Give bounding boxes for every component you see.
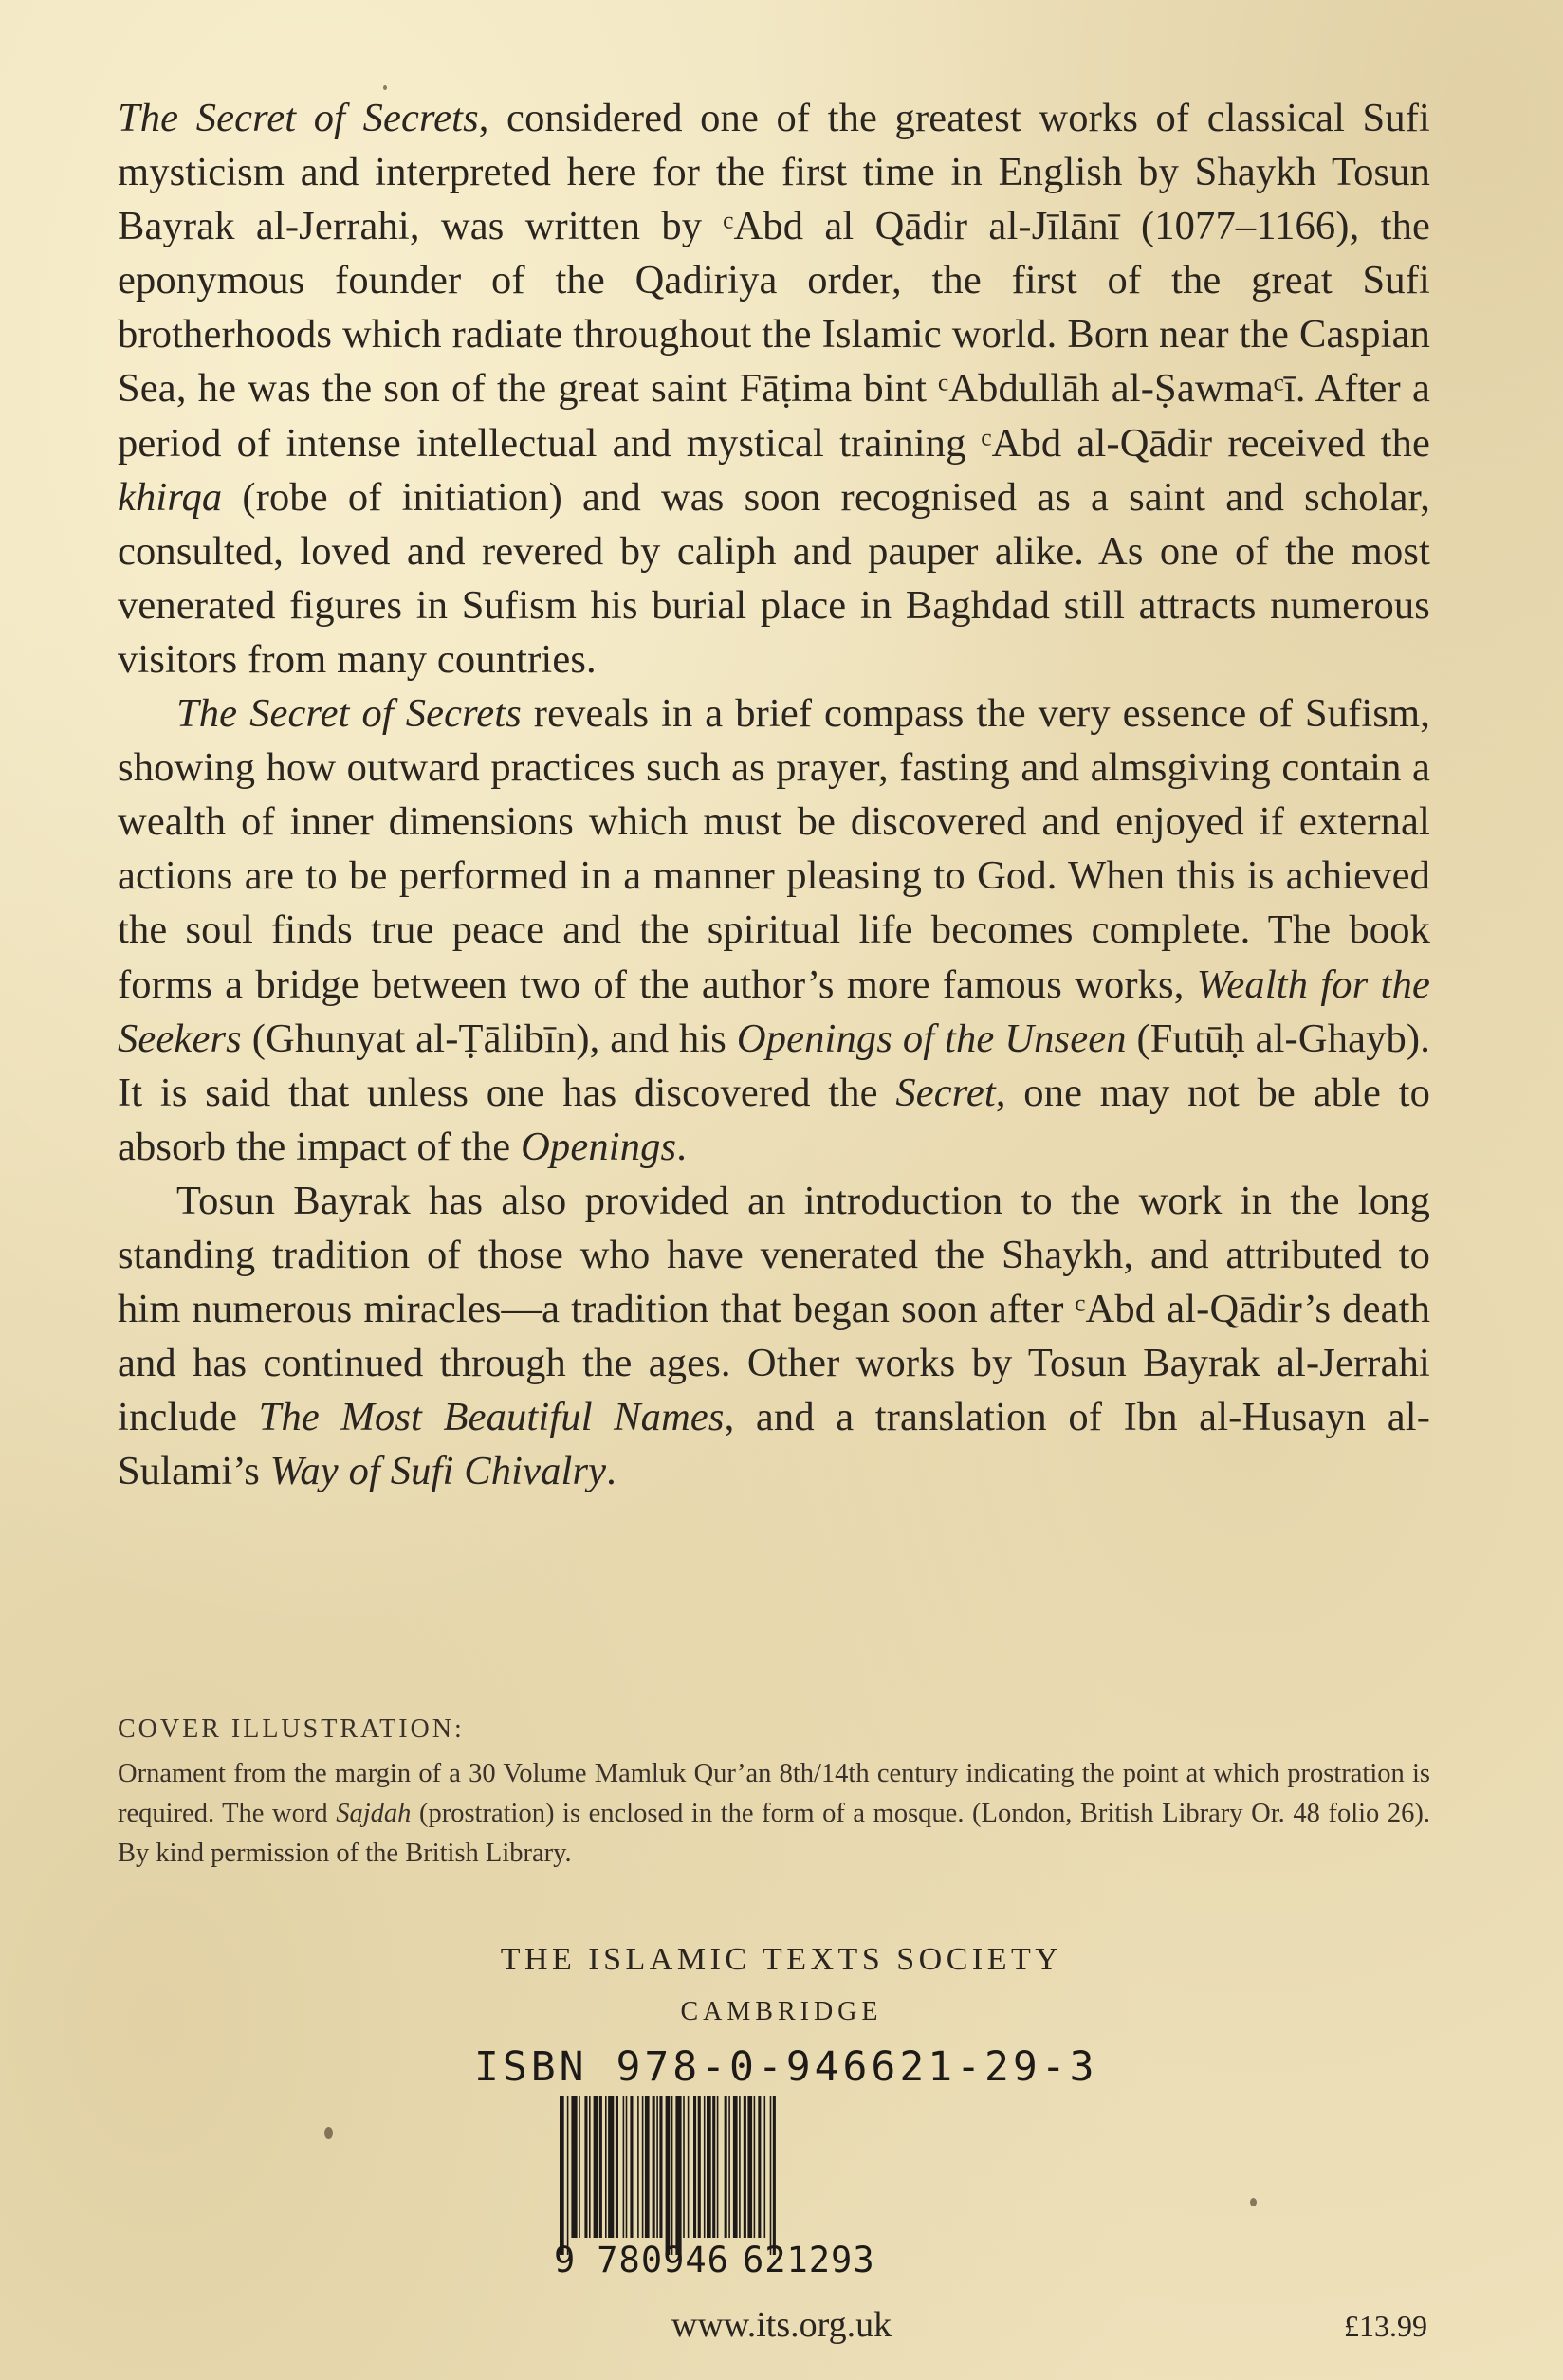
- barcode-bar: [712, 2096, 715, 2238]
- paper-speck: [324, 2127, 333, 2139]
- barcode-bar: [653, 2096, 655, 2238]
- barcode-bar: [659, 2096, 662, 2238]
- barcode-bar: [599, 2096, 602, 2238]
- barcode-bar: [642, 2096, 644, 2238]
- barcode-bar: [666, 2096, 671, 2255]
- barcode-bar: [754, 2096, 756, 2238]
- price: £13.99: [1344, 2309, 1427, 2343]
- cover-illustration-label: COVER ILLUSTRATION:: [118, 1714, 465, 1744]
- barcode-right-digits: 621293: [742, 2240, 875, 2280]
- blurb-paragraph-3: Tosun Bayrak has also provided an introduction to the work in the long standing tradition of those who have venerated the Shaykh, and attributed to him numerous miracles—a tradition that began soon after ᶜAbd al-Qādir’s death and has continued through the ages. Other works by Tosun Bayrak al-Jerrahi include The Most Beautiful Names, and a translation of Ibn al-Husayn al-Sulami’s Way of Sufi Chivalry.: [118, 1178, 1430, 1494]
- barcode-bar: [728, 2096, 730, 2238]
- website-url: www.its.org.uk: [671, 2305, 892, 2345]
- barcode-bar: [693, 2096, 696, 2238]
- barcode-bar: [764, 2096, 766, 2238]
- barcode-bar: [579, 2096, 580, 2238]
- barcode-bar: [594, 2096, 598, 2238]
- barcode-bar: [698, 2096, 701, 2238]
- blurb-paragraph-2: The Secret of Secrets reveals in a brief compass the very essence of Sufism, showing how outward practices such as prayer, fasting and almsgiving contain a wealth of inner dimensions which must be discovered and enjoyed if external actions are to be performed in a manner pleasing to God. When this is achieved the soul finds true peace and the spiritual life becomes complete. The book forms a bridge between two of the author’s more famous works, Wealth for the Seekers (Ghunyat al-Ṭālibīn), and his Openings of the Unseen (Futūḥ al-Ghayb). It is said that unless one has discovered the Secret, one may not be able to absorb the impact of the Openings.: [118, 691, 1431, 1169]
- barcode-bar: [567, 2096, 569, 2255]
- barcode-bar: [605, 2096, 607, 2238]
- paper-speck: [383, 85, 387, 90]
- blurb-paragraph-1: The Secret of Secrets, considered one of the greatest works of classical Sufi mysticism and interpreted here for the first time in English by Shaykh Tosun Bayrak al-Jerrahi, was written by ᶜAbd al Qādir al-Jīlānī (1077–1166), the eponymous founder of the Qadiriya order, the first of the great Sufi brotherhoods which radiate throughout the Islamic world. Born near the Caspian Sea, he was the son of the great saint Fāṭima bint ᶜAbdullāh al-Ṣawmaᶜī. After a period of intense intellectual and mystical training ᶜAbd al-Qādir received the khirqa (robe of initiation) and was soon recognised as a saint and scholar, consulted, loved and revered by caliph and pauper alike. As one of the most venerated figures in Sufism his burial place in Baghdad still attracts numerous visitors from many countries.: [118, 96, 1430, 682]
- cover-illustration-description: Ornament from the margin of a 30 Volume Mamluk Qur’an 8th/14th century indicating the point at which prostration is required. The word Sajdah (prostration) is enclosed in the form of a mosque. (London, British Library Or. 48 folio 26). By kind permission of the British Library.: [118, 1759, 1430, 1868]
- barcode-left-digits: 780946: [597, 2240, 729, 2280]
- barcode-bar: [645, 2096, 650, 2238]
- barcode-bar: [688, 2096, 690, 2238]
- publisher-city: CAMBRIDGE: [680, 1997, 883, 2026]
- barcode-bar: [747, 2096, 752, 2238]
- barcode-bar: [608, 2096, 614, 2238]
- barcode-digits: [554, 2240, 875, 2280]
- barcode-bar: [758, 2096, 761, 2238]
- barcode-bar: [707, 2096, 711, 2238]
- barcode-bar: [589, 2096, 591, 2238]
- paper-speck: [1250, 2198, 1257, 2206]
- barcode-bar: [770, 2096, 772, 2255]
- isbn-text: ISBN 978-0-946621-29-3: [474, 2043, 1098, 2091]
- barcode: [550, 2096, 948, 2261]
- barcode-bar: [623, 2096, 625, 2238]
- barcode-bar: [733, 2096, 738, 2238]
- barcode-bar: [744, 2096, 746, 2238]
- barcode-bar: [560, 2096, 564, 2255]
- barcode-lead-digit: 9: [554, 2240, 577, 2280]
- barcode-bars: [550, 2096, 948, 2257]
- barcode-bar: [675, 2096, 681, 2255]
- barcode-bar: [630, 2096, 633, 2238]
- publisher-name: THE ISLAMIC TEXTS SOCIETY: [500, 1942, 1063, 1977]
- barcode-bar: [584, 2096, 587, 2238]
- barcode-bar: [616, 2096, 618, 2238]
- barcode-bar: [739, 2096, 741, 2238]
- barcode-bar: [725, 2096, 727, 2238]
- barcode-bar: [637, 2096, 639, 2238]
- barcode-bar: [671, 2096, 673, 2255]
- barcode-bar: [683, 2096, 685, 2238]
- barcode-bar: [717, 2096, 719, 2238]
- blurb-text: [118, 91, 1430, 1498]
- barcode-bar: [656, 2096, 658, 2238]
- barcode-bar: [571, 2096, 577, 2238]
- barcode-bar: [626, 2096, 628, 2238]
- barcode-bar: [773, 2096, 776, 2255]
- barcode-bar: [704, 2096, 706, 2238]
